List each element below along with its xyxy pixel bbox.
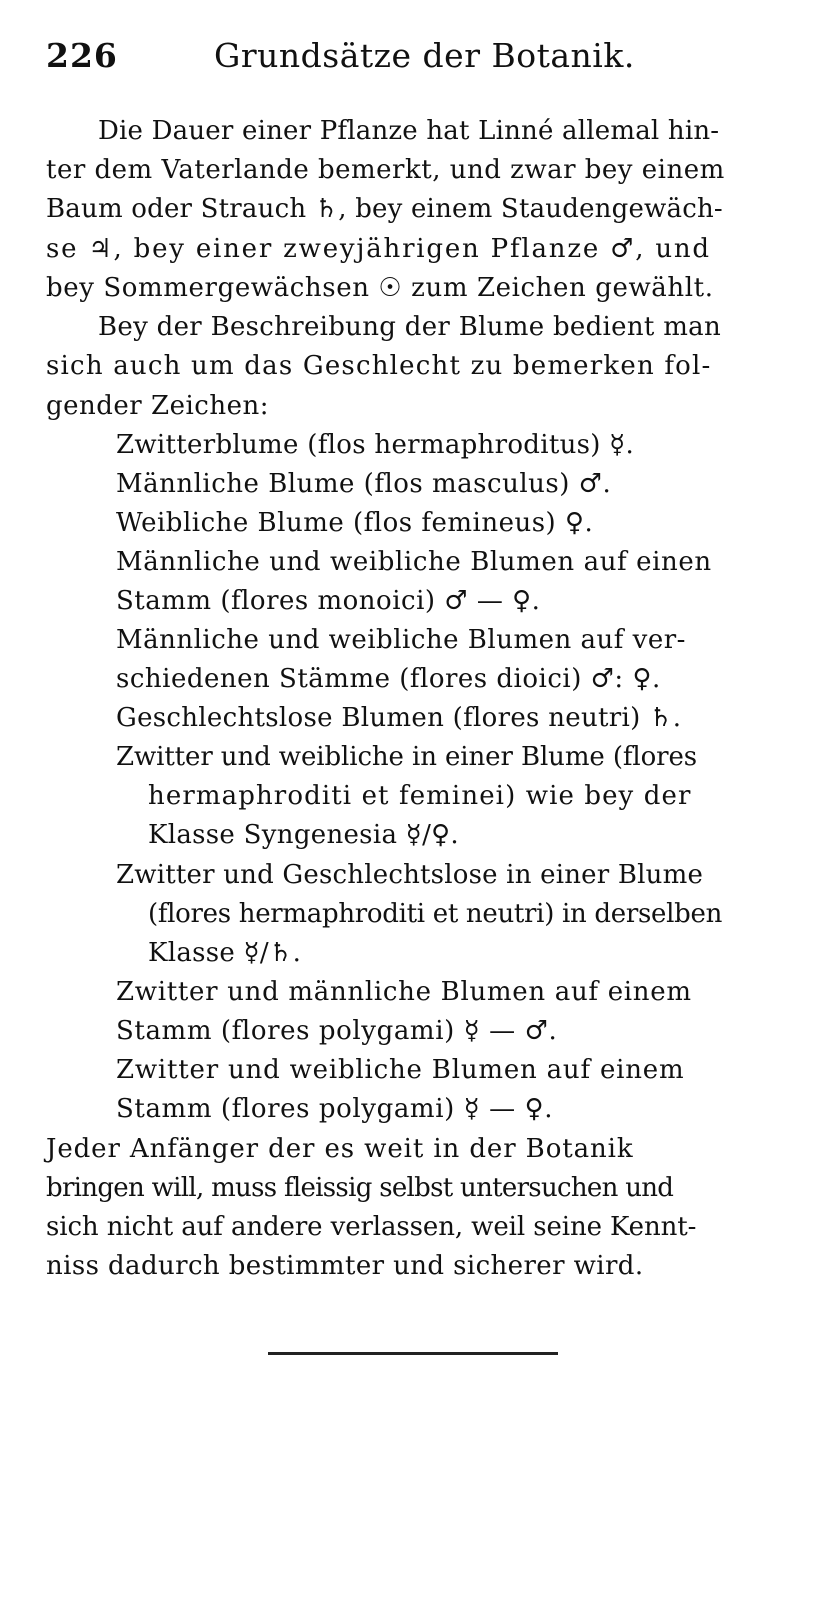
list-item: Zwitter und Geschlechtslose in einer Blume xyxy=(116,860,704,890)
list-item: Weibliche Blume (flos femineus) ♀. xyxy=(116,508,594,538)
text-line: Bey der Beschreibung der Blume bedient man xyxy=(98,312,722,342)
page-header xyxy=(46,28,806,78)
text-line: niss dadurch bestimmter und sicherer wird. xyxy=(46,1251,644,1281)
text-line: Baum oder Strauch ♄, bey einem Staudengewäch- xyxy=(46,194,723,224)
list-item: Klasse ☿/♄. xyxy=(148,938,302,968)
text-line: gender Zeichen: xyxy=(46,391,269,421)
list-item: Männliche Blume (flos masculus) ♂. xyxy=(116,469,612,499)
list-item: Zwitterblume (flos hermaphroditus) ☿. xyxy=(116,430,635,460)
text-line: sich nicht auf andere verlassen, weil seine Kennt- xyxy=(46,1212,697,1242)
text-line: sich auch um das Geschlecht zu bemerken fol- xyxy=(46,351,712,381)
running-title: Grundsätze der Botanik. xyxy=(214,36,635,75)
text-line: bey Sommergewächsen ☉ zum Zeichen gewählt. xyxy=(46,273,714,303)
list-item: Geschlechtslose Blumen (flores neutri) ♄. xyxy=(116,703,682,733)
list-item: Stamm (flores monoici) ♂ — ♀. xyxy=(116,586,541,616)
text-line: Jeder Anfänger der es weit in der Botanik xyxy=(46,1134,634,1164)
list-item: Zwitter und männliche Blumen auf einem xyxy=(116,977,692,1007)
list-item: Klasse Syngenesia ☿/♀. xyxy=(148,820,459,850)
list-item: Männliche und weibliche Blumen auf einen xyxy=(116,547,712,577)
page-number: 226 xyxy=(46,36,118,75)
text-line: Die Dauer einer Pflanze hat Linné allemal hin- xyxy=(98,116,720,146)
separator-rule xyxy=(268,1352,558,1355)
list-item: Stamm (flores polygami) ☿ — ♂. xyxy=(116,1016,558,1046)
text-line: se ♃, bey einer zweyjährigen Pflanze ♂, und xyxy=(46,234,711,264)
list-item: (flores hermaphroditi et neutri) in derselben xyxy=(148,899,723,929)
list-item: hermaphroditi et feminei) wie bey der xyxy=(148,781,692,811)
list-item: Zwitter und weibliche in einer Blume (flores xyxy=(116,742,698,772)
list-item: Stamm (flores polygami) ☿ — ♀. xyxy=(116,1094,554,1124)
text-line: ter dem Vaterlande bemerkt, und zwar bey einem xyxy=(46,155,725,185)
list-item: schiedenen Stämme (flores dioici) ♂: ♀. xyxy=(116,664,661,694)
list-item: Zwitter und weibliche Blumen auf einem xyxy=(116,1055,685,1085)
list-item: Männliche und weibliche Blumen auf ver- xyxy=(116,625,686,655)
text-line: bringen will, muss fleissig selbst untersuchen und xyxy=(46,1173,674,1203)
